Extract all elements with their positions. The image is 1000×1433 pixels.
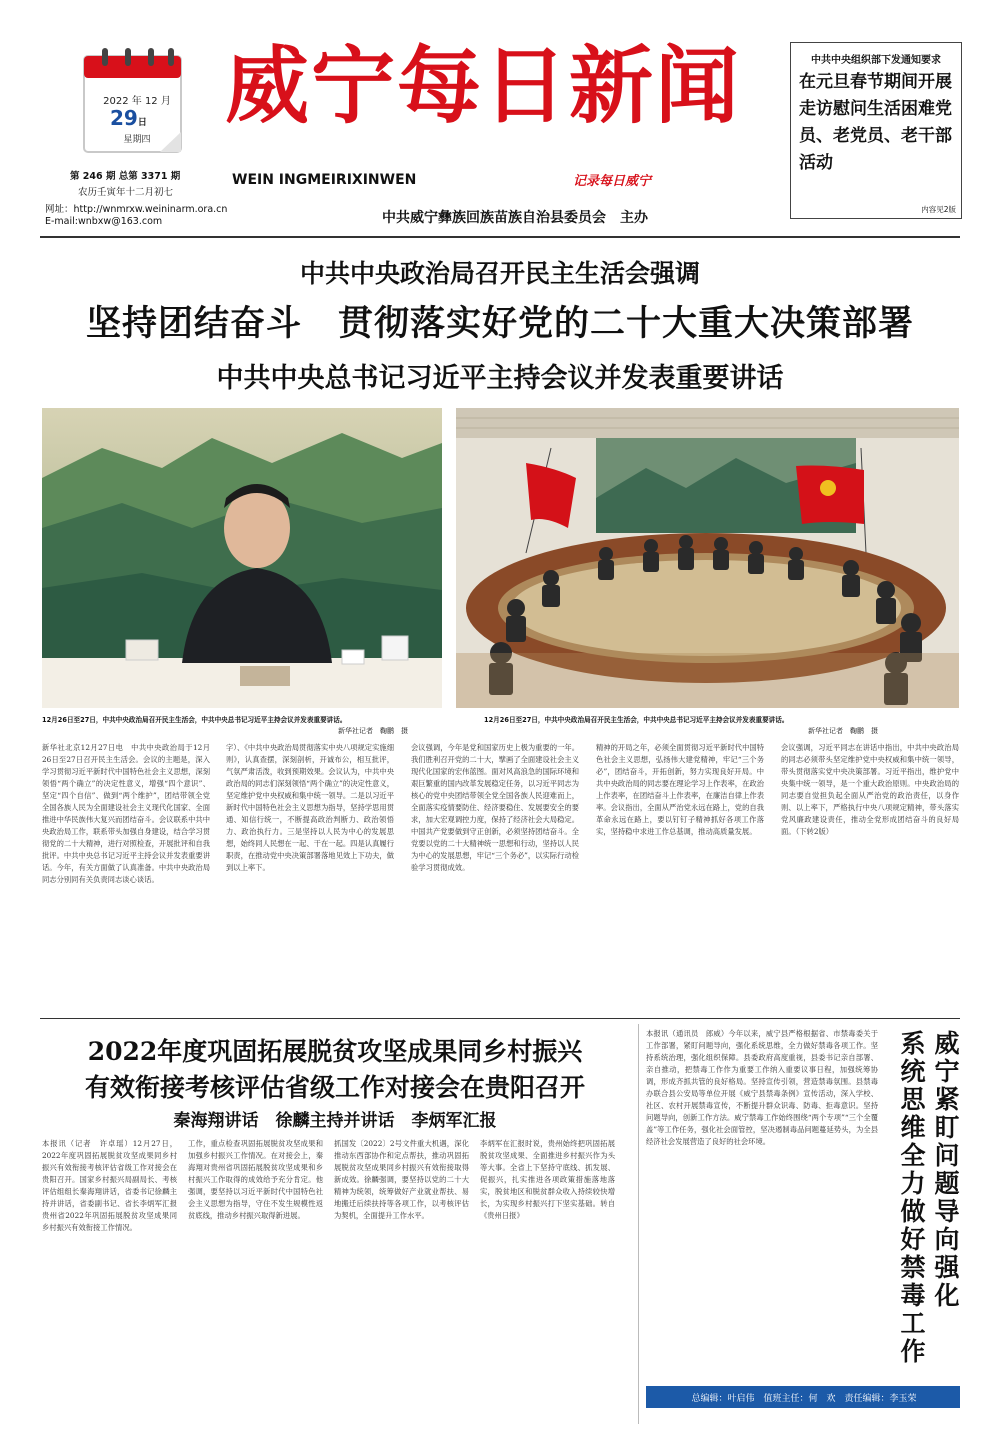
organizer-line: 中共威宁彝族回族苗族自治县委员会 主办 [382,210,648,226]
masthead-divider [40,236,960,238]
sidebar-note: 内容见2版 [921,205,956,214]
weining-vertical-title-left: 系统思维全力做好禁毒工作 [897,1030,926,1366]
photo-2-credit: 新华社记者 鞠鹏 摄 [808,727,878,735]
second-col-4: 李炳军在汇报时说，贵州始终把巩固拓展脱贫攻坚成果、全面推进乡村振兴作为头等大事。全省上下坚持守底线、抓发展、促振兴，扎实推进各项政策措施落地落实，脱贫地区和脱贫群众收入持续较快增长，为实现乡村振兴打下坚实基础。转自《贵州日报》 [480,1139,615,1220]
lead-subhead: 中共中央总书记习近平主持会议并发表重要讲话 [216,363,784,394]
second-subhead: 秦海翔讲话 徐麟主持并讲话 李炳军汇报 [173,1111,497,1131]
editor-credits: 总编辑：叶启伟 值班主任：何 欢 责任编辑：李玉荣 [691,1394,917,1404]
newspaper-pinyin: WEIN INGMEIRIXINWEN [232,172,417,188]
lead-photo-1[interactable] [42,408,442,708]
second-headline-1: 2022年度巩固拓展脱贫攻坚成果同乡村振兴 [87,1037,583,1066]
second-col-3: 抓国发〔2022〕2号文件重大机遇，深化推动东西部协作和定点帮扶，推动巩固拓展脱贫攻坚成果同乡村振兴有效衔接取得新成效。徐麟强调，要坚持以党的二十大精神为统领，统筹做好产业就业帮扶、易地搬迁后续扶持等各项工作，以考核评估为契机，全面提升工作水平。 [334,1139,469,1220]
photo-speaker-image [42,408,442,708]
weining-body: 本报讯（通讯员 郎威）今年以来，威宁县严格根据省、市禁毒委关于工作部署，紧盯问题导向，强化系统思维，全力做好禁毒各项工作。坚持系统治理，强化组织保障。县委政府高度重视，县委书记亲自部署、亲自推动，把禁毒工作作为重要工作纳入重要议事日程，加强统筹协调，形成齐抓共管的良好格局。坚持宣传引领，营造禁毒氛围。县禁毒办联合县公安局等单位开展《威宁县禁毒条例》宣传活动，深入学校、社区、农村开展禁毒宣传，不断提升群众识毒、防毒、拒毒意识。坚持问题导向，创新工作方法。威宁禁毒工作始终围绕“两个专项”“三个全覆盖”等工作任务，强化社会面管控，坚决遏制毒品问题蔓延势头，为全县经济社会发展营造了良好的社会环境。 [646,1029,878,1146]
photo-1-credit: 新华社记者 鞠鹏 摄 [338,727,408,735]
issue-number: 第 246 期 总第 3371 期 [70,171,181,182]
section-divider [40,1018,960,1019]
newspaper-title: 威宁每日新闻 [225,36,742,135]
lead-photo-2[interactable] [456,408,959,708]
lead-kicker: 中共中央政治局召开民主生活会强调 [299,259,700,288]
calendar-day [110,106,170,130]
weining-vertical-title-right: 威宁紧盯问题导向强化 [931,1030,960,1310]
photo-meeting-room-image [456,408,959,708]
lead-body-col-1: 新华社北京12月27日电 中共中央政治局于12月26日至27日召开民主生活会。会议的主题是，深入学习贯彻习近平新时代中国特色社会主义思想，深刻领悟“两个确立”的决定性意义，增强“四个意识”、坚定“四个自信”、做到“两个维护”，团结带领全党全国各族人民为全面建设社会主义现代化国家、全面推进中华民族伟大复兴而团结奋斗。会议联系中共中央政治局工作，联系带头加强自身建设，结合学习贯彻党的二十大精神，进行对照检查，开展批评和自我批评。中共中央总书记习近平主持会议并发表重要讲话。今年，有关方面做了认真准备。中共中央政治局同志分别同有关负责同志谈心谈话。 [42,743,210,884]
newspaper-slogan: 记录每日威宁 [573,174,652,189]
lead-body-col-2: 字）、《中共中央政治局贯彻落实中央八项规定实施细则》，认真查摆，深刻剖析，开诚布公，相互批评，气氛严肃活泼，收到预期效果。会议认为，中共中央政治局的同志们深刻领悟“两个确立”的决定性意义，坚定维护党中央权威和集中统一领导。二是以习近平新时代中国特色社会主义思想为指导，坚持学思用贯通、知信行统一，不断提高政治判断力、政治领悟力、政治执行力。三是坚持以人民为中心的发展思想，始终同人民想在一起、干在一起。四是认真履行职责，在推动党中央决策部署落地见效上下功夫，做到以上率下。 [226,743,394,872]
lead-headline: 坚持团结奋斗 贯彻落实好党的二十大重大决策部署 [85,303,914,344]
lead-body-col-4: 精神的开局之年，必须全面贯彻习近平新时代中国特色社会主义思想，弘扬伟大建党精神，牢记“三个务必”，团结奋斗，开拓创新，努力实现良好开局。中共中央政治局的同志要在理论学习上作表率，在政治上作表率，在团结奋斗上作表率，在廉洁自律上作表率。会议指出，全面从严治党永远在路上，党的自我革命永远在路上，要以钉钉子精神抓好各项工作落实，坚持稳中求进工作总基调，推动高质量发展。 [596,743,764,836]
sidebar-headline: 在元旦春节期间开展走访慰问生活困难党员、老党员、老干部活动 [799,72,952,173]
calendar-date-line: 2022 年 12 月 [103,96,171,107]
second-headline-2: 有效衔接考核评估省级工作对接会在贵阳召开 [84,1073,585,1102]
calendar-weekday: 星期四 [123,135,151,145]
calendar-day-suffix: 日 [137,118,147,128]
sidebar-kicker: 中共中央组织部下发通知要求 [811,55,941,66]
website-url: 网址：http://wnmrxw.weininarm.ora.cn [45,204,228,215]
lead-body-col-3: 会议强调，今年是党和国家历史上极为重要的一年。我们胜利召开党的二十大，擘画了全面建设社会主义现代化国家的宏伟蓝图。面对风高浪急的国际环境和艰巨繁重的国内改革发展稳定任务，以习近平同志为核心的党中央团结带领全党全国各族人民迎难而上，全面落实疫情要防住、经济要稳住、发展要安全的要求，加大宏观调控力度，保持了经济社会大局稳定。中国共产党要做到守正创新，必须坚持团结奋斗。全党要以党的二十大精神统一思想和行动，坚持以人民为中心的发展思想，牢记“三个务必”，以实际行动检验学习贯彻成效。 [411,743,579,872]
calendar-block [70,40,200,162]
calendar-day-number: 29 [110,106,138,130]
lunar-date: 农历壬寅年十二月初七 [78,187,174,198]
editor-credit-bar [646,1386,960,1408]
second-col-1: 本报讯（记者 许卓瑶）12月27日，2022年度巩固拓展脱贫攻坚成果同乡村振兴有效衔接考核评估省级工作对接会在贵阳召开。国家乡村振兴局副局长、考核评估组组长秦海翔讲话，省委书记徐麟主持并讲话，省委副书记、省长李炳军汇报贵州省2022年巩固拓展脱贫攻坚成果同乡村振兴有效衔接工作情况。 [42,1139,177,1232]
column-divider [638,1024,639,1424]
second-col-2: 工作，重点检查巩固拓展脱贫攻坚成果和加强乡村振兴工作情况。在对接会上，秦海翔对贵州省巩固拓展脱贫攻坚成果和乡村振兴工作取得的成效给予充分肯定。他强调，要坚持以习近平新时代中国特色社会主义思想为指导，守住不发生规模性返贫底线，推动乡村振兴取得新进展。 [188,1139,323,1220]
photo-2-caption: 12月26日至27日，中共中央政治局召开民主生活会，中共中央总书记习近平主持会议并发表重要讲话。 [484,716,789,724]
sidebar-news-box[interactable] [790,42,962,219]
email-address: E-mail:wnbxw@163.com [45,216,163,227]
lead-body-col-5: 会议强调，习近平同志在讲话中指出，中共中央政治局的同志必须带头坚定维护党中央权威和集中统一领导，带头贯彻落实党中央决策部署。习近平指出，维护党中央集中统一领导，是一个重大政治原则。中央政治局的同志要自觉担负起全面从严治党的政治责任，以身作则、以上率下，严格执行中央八项规定精神，带头落实党风廉政建设责任，推动全党形成团结奋斗的良好局面。（下转2版） [781,743,959,836]
photo-1-caption: 12月26日至27日，中共中央政治局召开民主生活会，中共中央总书记习近平主持会议并发表重要讲话。 [42,716,347,724]
